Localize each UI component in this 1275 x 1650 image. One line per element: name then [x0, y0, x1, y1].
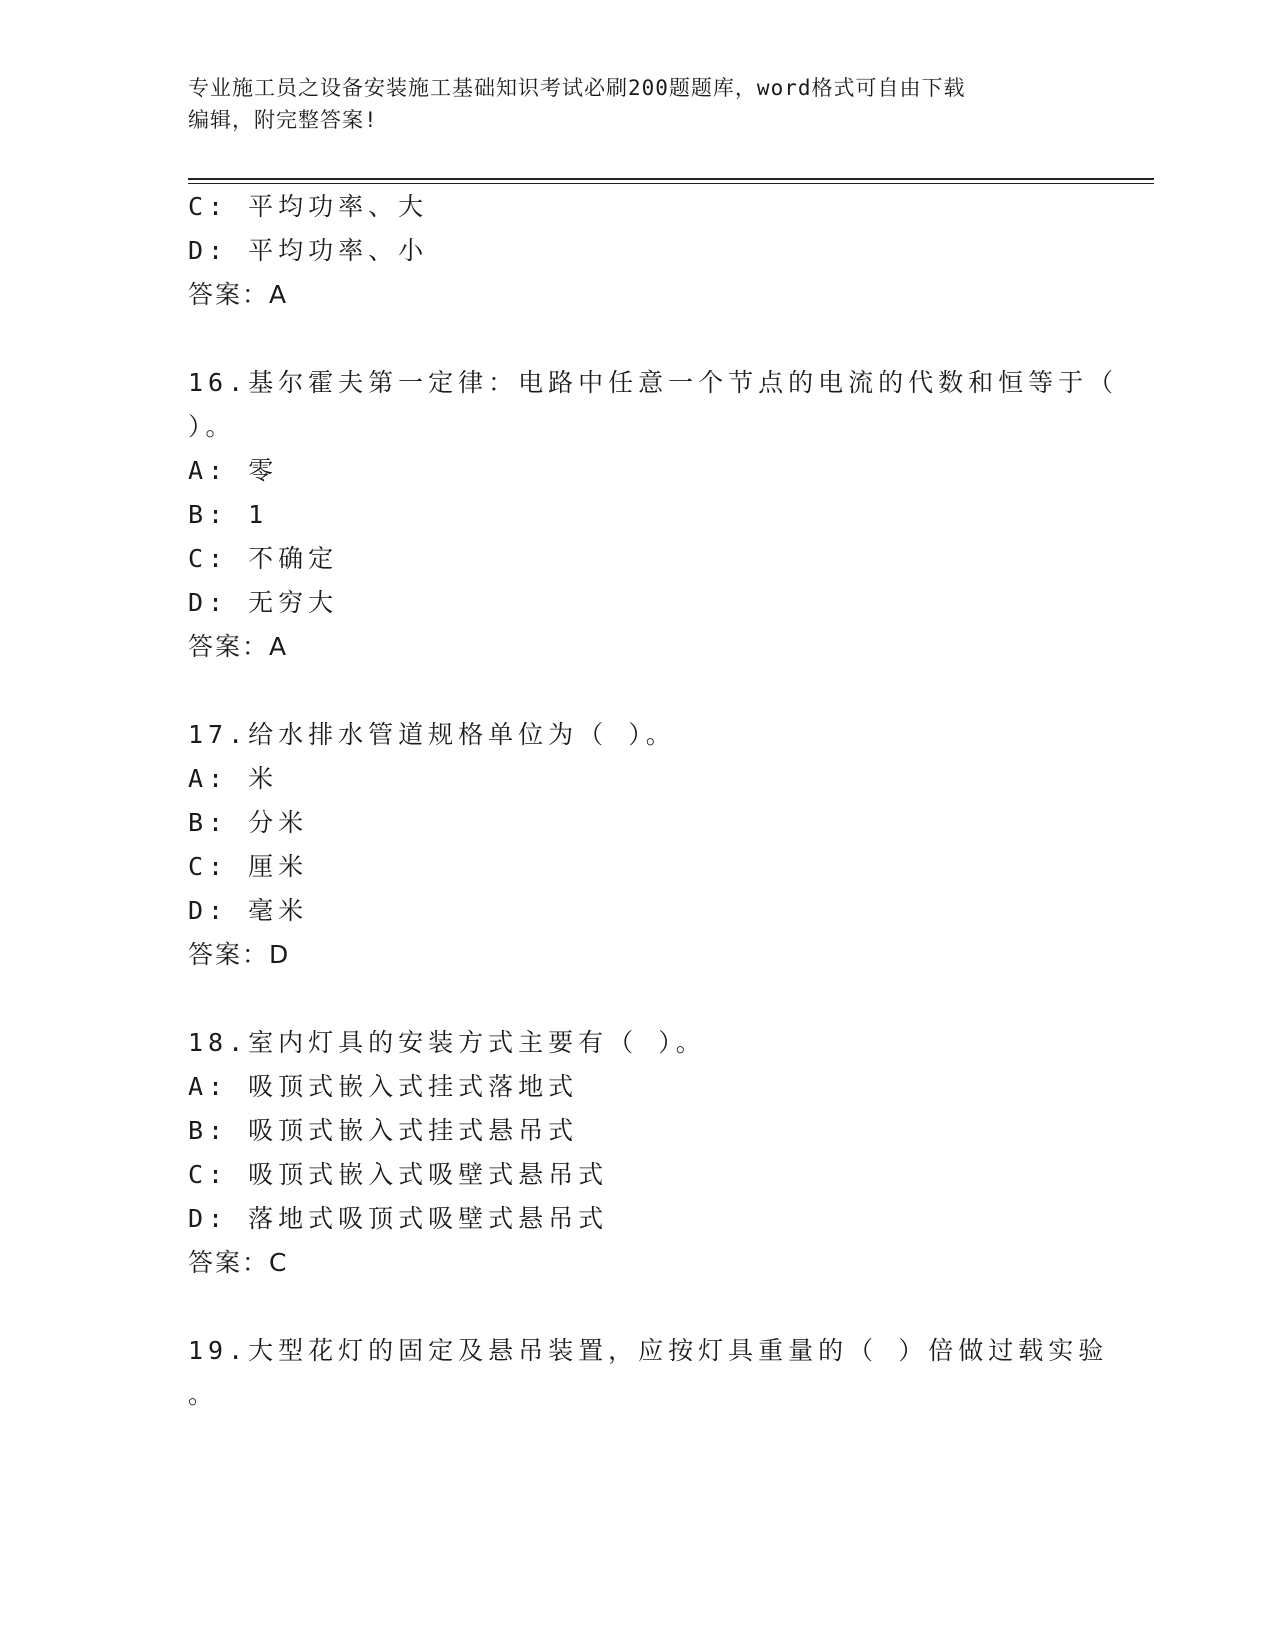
q17-option-c: C: 厘米 [188, 852, 309, 881]
q19-stem-line-1: 19.大型花灯的固定及悬吊装置，应按灯具重量的（ ）倍做过载实验 [188, 1336, 1109, 1365]
q18-option-b: B: 吸顶式嵌入式挂式悬吊式 [188, 1116, 579, 1145]
header-line-1: 专业施工员之设备安装施工基础知识考试必刷200题题库，word格式可自由下载 [188, 76, 966, 100]
q18-option-d: D: 落地式吸顶式吸壁式悬吊式 [188, 1204, 609, 1233]
header-divider-thin [188, 183, 1154, 184]
q17-answer: 答案：D [188, 940, 291, 969]
q15-option-d: D: 平均功率、小 [188, 236, 429, 265]
q16-stem-line-2: ）。 [188, 412, 236, 441]
q15-answer: 答案：A [188, 280, 289, 309]
q17-option-a: A: 米 [188, 764, 279, 793]
q18-option-a: A: 吸顶式嵌入式挂式落地式 [188, 1072, 579, 1101]
q19-stem-line-2: 。 [188, 1380, 219, 1409]
q16-stem-line-1: 16.基尔霍夫第一定律：电路中任意一个节点的电流的代数和恒等于（ [188, 368, 1119, 397]
q16-option-d: D: 无穷大 [188, 588, 339, 617]
header-divider-thick [188, 178, 1154, 180]
q16-option-a: A: 零 [188, 456, 279, 485]
q17-option-b: B: 分米 [188, 808, 309, 837]
document-header [188, 72, 1068, 136]
q17-option-d: D: 毫米 [188, 896, 309, 925]
q18-option-c: C: 吸顶式嵌入式吸壁式悬吊式 [188, 1160, 609, 1189]
q16-answer: 答案：A [188, 632, 289, 661]
q16-option-c: C: 不确定 [188, 544, 339, 573]
q17-stem: 17.给水排水管道规格单位为（ ）。 [188, 720, 676, 749]
q15-option-c: C: 平均功率、大 [188, 192, 429, 221]
q16-option-b: B: 1 [188, 500, 269, 529]
q18-stem: 18.室内灯具的安装方式主要有（ ）。 [188, 1028, 706, 1057]
header-line-2: 编辑，附完整答案! [188, 108, 378, 132]
q18-answer: 答案：C [188, 1248, 289, 1277]
